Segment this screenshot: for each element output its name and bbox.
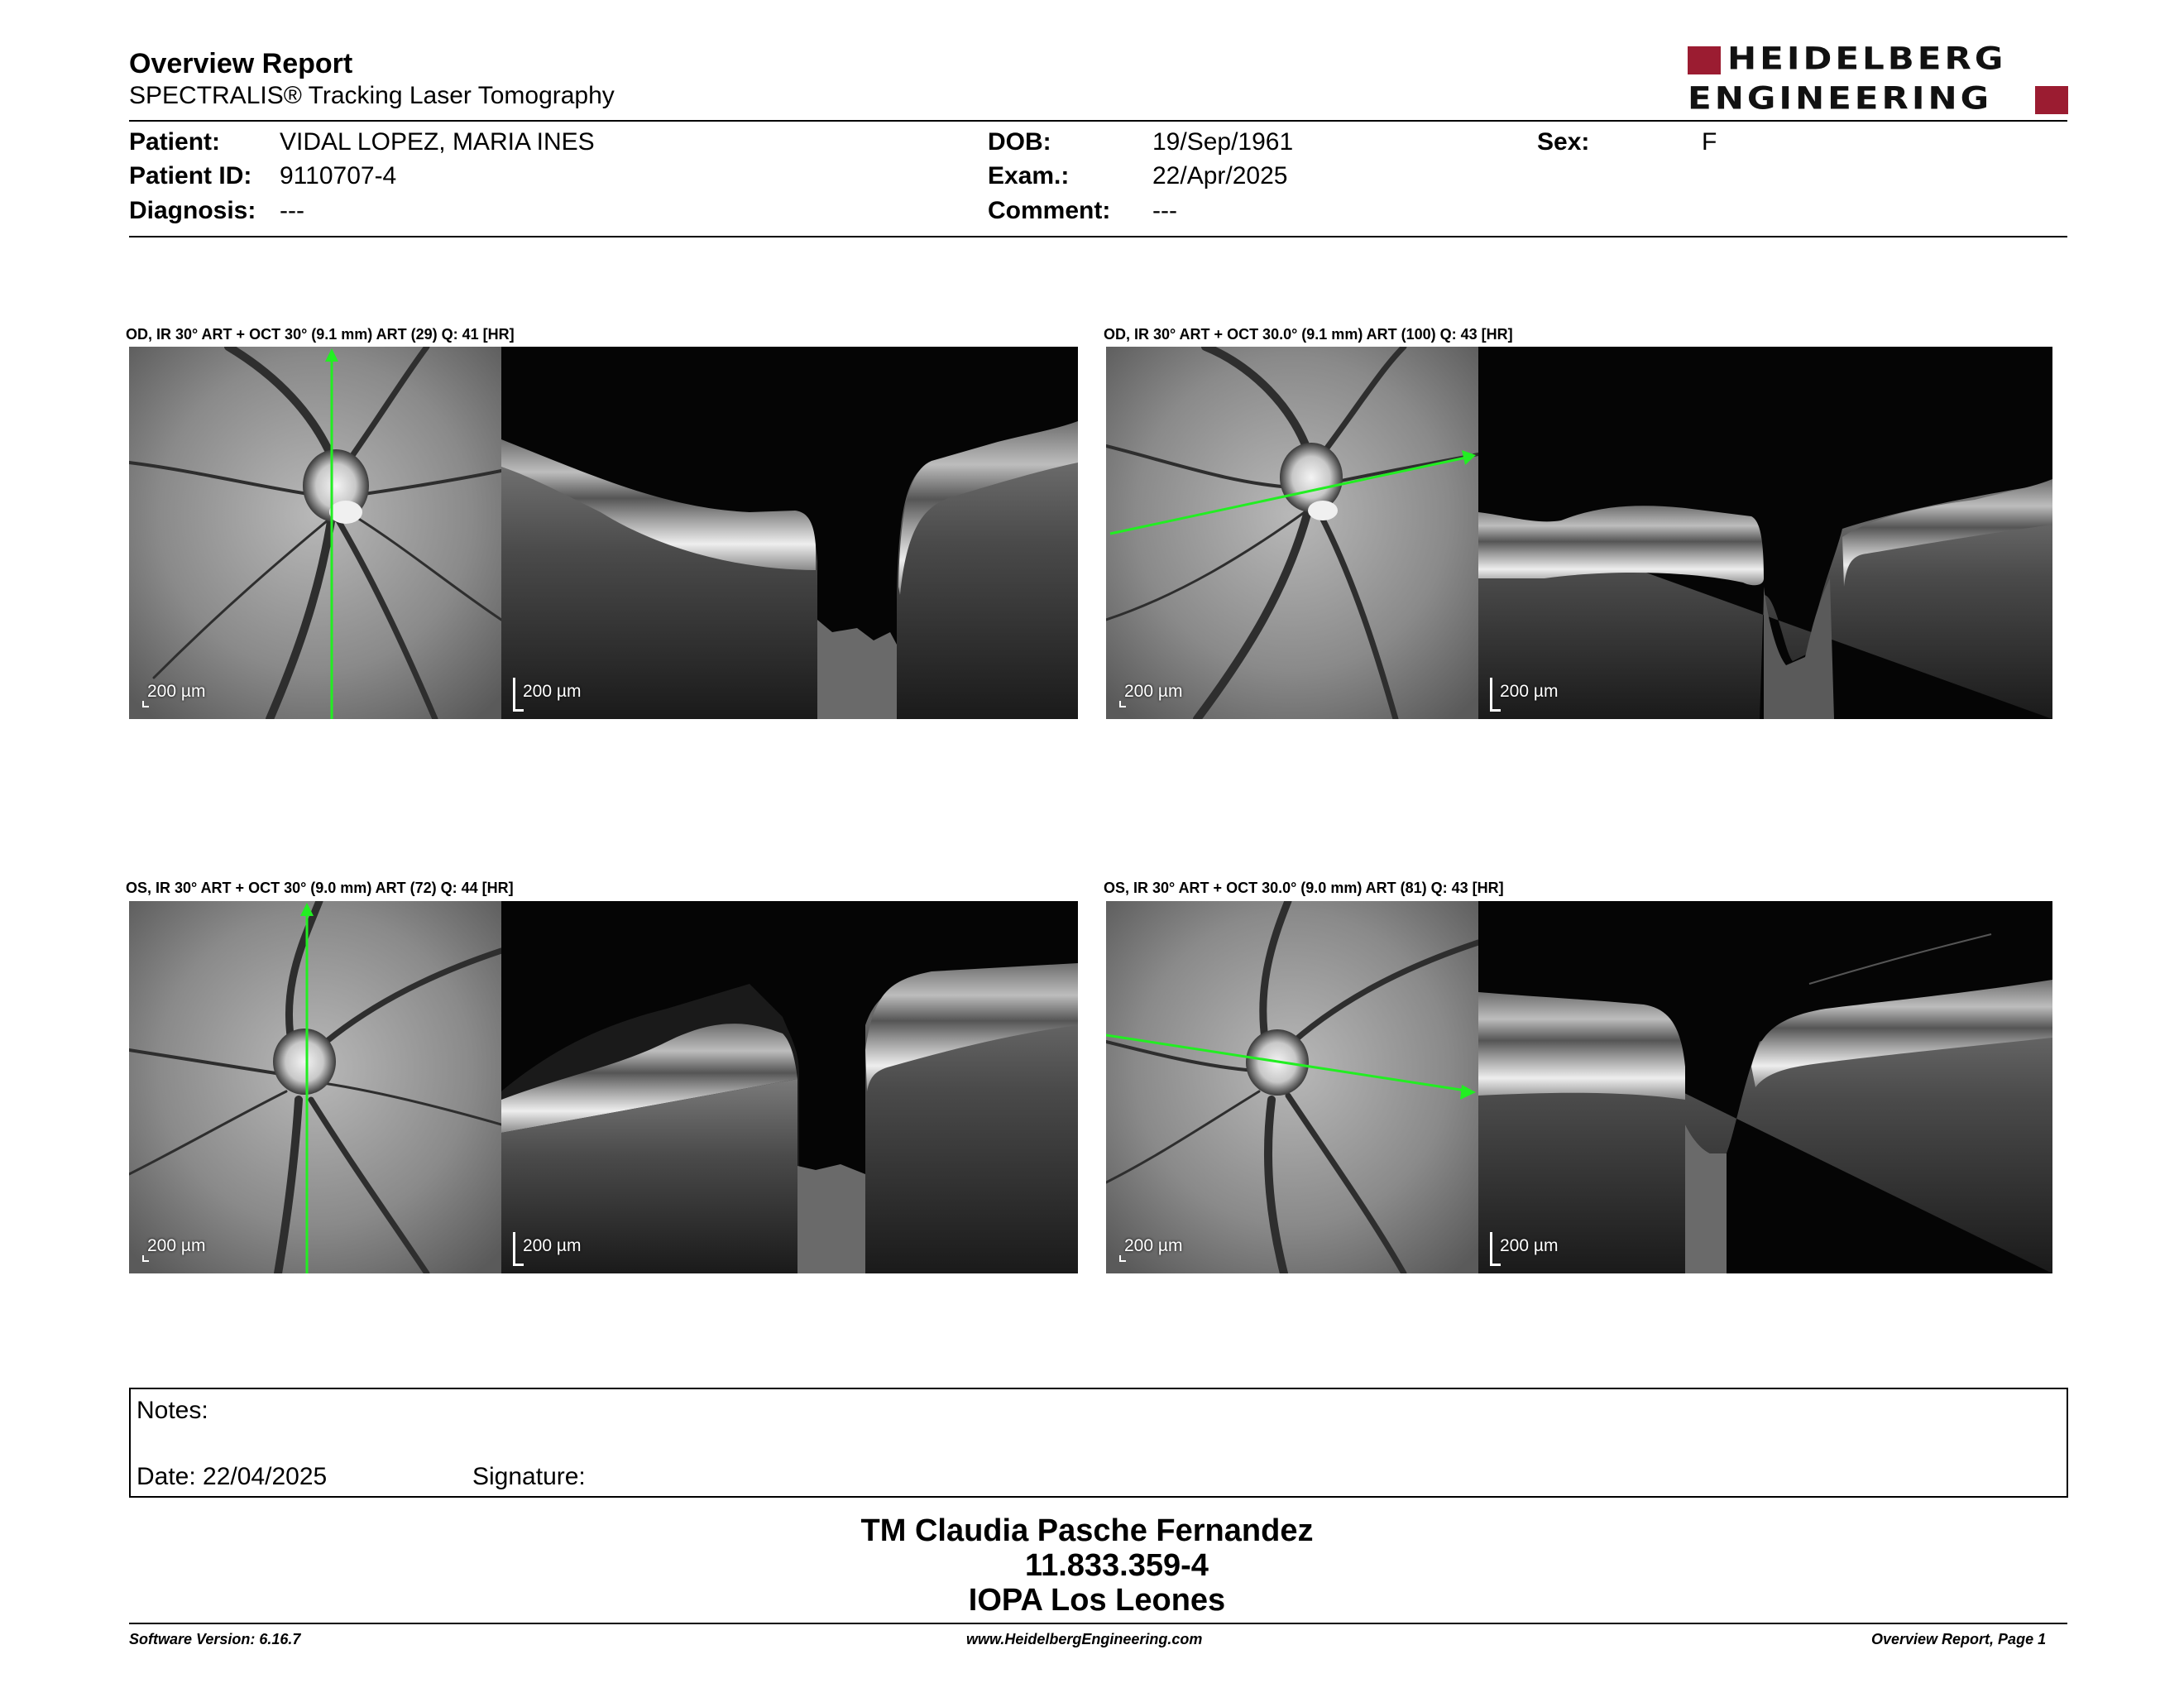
- heidelberg-logo: [1688, 40, 2068, 122]
- panel-1-oct-image[interactable]: [501, 347, 1078, 719]
- diagnosis-value: ---: [280, 197, 304, 224]
- logo-line2: ENGINEERING: [1688, 79, 1993, 117]
- notes-label: Notes:: [136, 1397, 208, 1424]
- fundus-scale-bar-icon: [1119, 1255, 1126, 1262]
- panel-3-caption: OS, IR 30° ART + OCT 30° (9.0 mm) ART (72) Q: 44 [HR]: [126, 880, 514, 896]
- logo-square-bottom-icon: [2035, 86, 2068, 114]
- header-divider: [129, 120, 2067, 122]
- comment-value: ---: [1152, 197, 1177, 224]
- report-subtitle: SPECTRALIS® Tracking Laser Tomography: [129, 82, 615, 109]
- panel-2-caption: OD, IR 30° ART + OCT 30.0° (9.1 mm) ART (100) Q: 43 [HR]: [1104, 326, 1513, 343]
- panel-1-oct-scale: 200 µm: [523, 682, 582, 701]
- exam-value: 22/Apr/2025: [1152, 162, 1288, 189]
- panel-4-fundus-scale: 200 µm: [1124, 1236, 1183, 1255]
- panel-1-fundus-scale: 200 µm: [147, 682, 206, 701]
- panel-1-fundus-image[interactable]: [129, 347, 501, 719]
- dob-label: DOB:: [988, 128, 1051, 156]
- exam-label: Exam.:: [988, 162, 1070, 189]
- signature-label: Signature:: [472, 1463, 586, 1490]
- panel-4-oct-scale: 200 µm: [1500, 1236, 1559, 1255]
- fundus-scale-bar-icon: [142, 701, 149, 707]
- sex-value: F: [1702, 128, 1717, 156]
- footer-divider: [129, 1623, 2067, 1624]
- panel-2-oct-image[interactable]: [1478, 347, 2052, 719]
- patient-label: Patient:: [129, 128, 221, 156]
- patient-id-label: Patient ID:: [129, 162, 252, 189]
- operator-id: 11.833.359-4: [1025, 1548, 1209, 1583]
- patient-divider: [129, 236, 2067, 237]
- dob-value: 19/Sep/1961: [1152, 128, 1294, 156]
- website-link[interactable]: www.HeidelbergEngineering.com: [966, 1631, 1203, 1647]
- software-version: Software Version: 6.16.7: [129, 1631, 301, 1647]
- fundus-scale-bar-icon: [142, 1255, 149, 1262]
- page-number: Overview Report, Page 1: [1871, 1631, 2047, 1647]
- panel-4-fundus-image[interactable]: [1106, 901, 1478, 1273]
- panel-2-fundus-scale: 200 µm: [1124, 682, 1183, 701]
- patient-value: VIDAL LOPEZ, MARIA INES: [280, 128, 595, 156]
- operator-name: TM Claudia Pasche Fernandez: [860, 1513, 1314, 1548]
- panel-4-caption: OS, IR 30° ART + OCT 30.0° (9.0 mm) ART (81) Q: 43 [HR]: [1104, 880, 1504, 896]
- panel-3-fundus-scale: 200 µm: [147, 1236, 206, 1255]
- date-label: Date: 22/04/2025: [136, 1463, 328, 1490]
- panel-3-oct-image[interactable]: [501, 901, 1078, 1273]
- panel-2-fundus-image[interactable]: [1106, 347, 1478, 719]
- panel-1-caption: OD, IR 30° ART + OCT 30° (9.1 mm) ART (29) Q: 41 [HR]: [126, 326, 515, 343]
- logo-square-top-icon: [1688, 46, 1721, 74]
- diagnosis-label: Diagnosis:: [129, 197, 256, 224]
- comment-label: Comment:: [988, 197, 1111, 224]
- patient-id-value: 9110707-4: [280, 162, 397, 189]
- report-title: Overview Report: [129, 48, 353, 79]
- fundus-scale-bar-icon: [1119, 701, 1126, 707]
- notes-box[interactable]: [129, 1388, 2068, 1498]
- panel-3-fundus-image[interactable]: [129, 901, 501, 1273]
- institution-name: IOPA Los Leones: [968, 1583, 1226, 1618]
- logo-line1: HEIDELBERG: [1727, 40, 2007, 77]
- sex-label: Sex:: [1537, 128, 1590, 156]
- panel-4-oct-image[interactable]: [1478, 901, 2052, 1273]
- panel-2-oct-scale: 200 µm: [1500, 682, 1559, 701]
- panel-3-oct-scale: 200 µm: [523, 1236, 582, 1255]
